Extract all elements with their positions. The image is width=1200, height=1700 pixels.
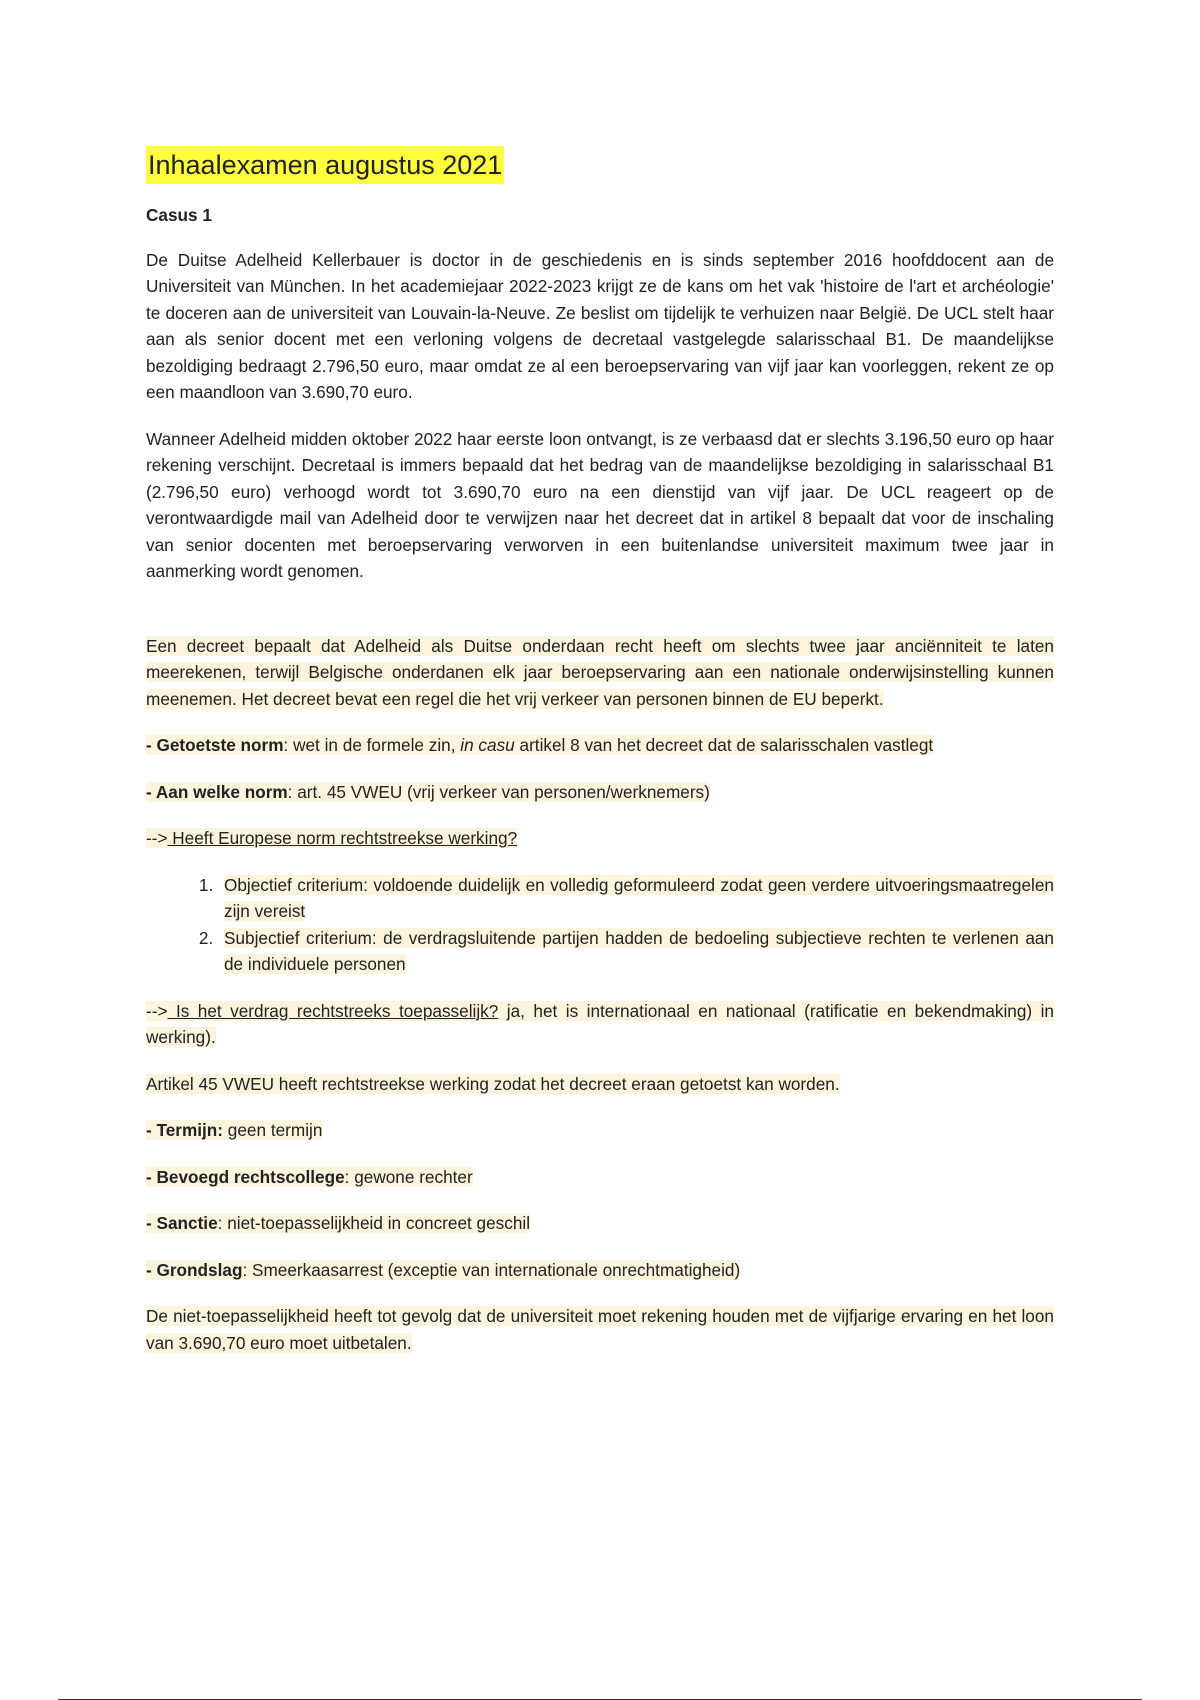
list-item [218,925,1054,978]
arrow: --> [146,828,168,848]
court-text: : gewone rechter [344,1166,473,1187]
court-line [146,1164,1054,1191]
answer-paragraph [146,633,1054,713]
question-applicable [146,998,1054,1051]
tested-norm-text: : wet in de formele zin, [283,735,461,755]
question-text: Heeft Europese norm rechtstreekse werking? [167,828,518,848]
answer-text: ja, het is internationaal en nationaal (ratificatie en bekendmaking) in werking). [146,1000,1054,1047]
tested-norm-label: - Getoetste norm [146,735,284,755]
court-label: - Bevoegd rechtscollege [146,1166,345,1187]
against-norm-text: : art. 45 VWEU (vrij verkeer van personen/werknemers) [287,781,710,802]
final-conclusion-text: De niet-toepasselijkheid heeft tot gevolg dat de universiteit moet rekening houden met de vijfjarige ervaring en het loon van 3.690,70 euro moet uitbetalen. [146,1306,1054,1353]
intro-paragraph-2: Wanneer Adelheid midden oktober 2022 haar eerste loon ontvangt, is ze verbaasd dat er slechts 3.196,50 euro op haar rekening verschijnt. Decretaal is immers bepaald dat het bedrag van de maandelijkse bezoldiging in salarisschaal B1 (2.796,50 euro) verhoogd wordt tot 3.690,70 euro na een dienstijd van vijf jaar. De UCL reageert op de verontwaardigde mail van Adelheid door te verwijzen naar het decreet dat in artikel 8 bepaalt dat voor de inschaling van senior docenten met beroepservaring verworven in een buitenlandse universiteit maximum twee jaar in aanmerking wordt genomen. [146,428,1054,581]
tested-norm-text-2: artikel 8 van het decreet dat de salarisschalen vastlegt [514,735,934,755]
term-label: - Termijn: [146,1120,224,1140]
criterion-subjective: Subjectief criterium: de verdragsluitende partijen hadden de bedoeling subjectieve rechten te verlenen aan de individuele personen [224,927,1054,974]
basis-label: - Grondslag [146,1259,243,1280]
document-page [146,146,1054,1376]
final-conclusion [146,1303,1054,1356]
answer-text: Een decreet bepaalt dat Adelheid als Duitse onderdaan recht heeft om slechts twee jaar anciënniteit te laten meerekenen, terwijl Belgische onderdanen elk jaar beroepservaring aan een nationale onderwijsinstelling kunnen meenemen. Het decreet bevat een regel die het vrij verkeer van personen binnen de EU beperkt. [146,635,1054,709]
question-direct-effect [146,825,1054,852]
arrow: --> [146,1000,168,1021]
case-heading: Casus 1 [146,205,212,225]
intro-paragraph-1: De Duitse Adelheid Kellerbauer is doctor in de geschiedenis en is sinds september 2016 hoofddocent aan de Universiteit van München. In het academiejaar 2022-2023 krijgt ze de kans om het vak 'histoire de l'art et archéologie' te doceren aan de universiteit van Louvain-la-Neuve. Ze beslist om tijdelijk te verhuizen naar België. De UCL stelt haar aan als senior docent met een verloning volgens de decretaal vastgelegde salarisschaal B1. De maandelijkse bezoldiging bedraagt 2.796,50 euro, maar omdat ze al een beroepservaring van vijf jaar kan voorleggen, rekent ze op een maandloon van 3.690,70 euro. [146,249,1054,402]
conclusion-direct-effect [146,1071,1054,1098]
criteria-list [146,872,1054,978]
sanction-label: - Sanctie [146,1213,218,1233]
term-line [146,1117,1054,1144]
term-text: geen termijn [223,1120,323,1140]
in-casu: in casu [460,735,515,755]
criterion-objective: Objectief criterium: voldoende duidelijk en volledig geformuleerd zodat geen verdere uitvoeringsmaatregelen zijn vereist [224,874,1054,921]
sanction-text: : niet-toepasselijkheid in concreet geschil [217,1213,531,1233]
basis-text: : Smeerkaasarrest (exceptie van internationale onrechtmatigheid) [242,1259,741,1280]
document-title: Inhaalexamen augustus 2021 [146,146,504,184]
list-item [218,872,1054,925]
question-text: Is het verdrag rechtstreeks toepasselijk? [167,1000,499,1021]
against-norm-line [146,779,1054,806]
conclusion-text: Artikel 45 VWEU heeft rechtstreekse werking zodat het decreet eraan getoetst kan worden. [146,1073,840,1094]
tested-norm-line [146,732,1054,759]
sanction-line [146,1210,1054,1237]
against-norm-label: - Aan welke norm [146,781,288,802]
basis-line [146,1257,1054,1284]
